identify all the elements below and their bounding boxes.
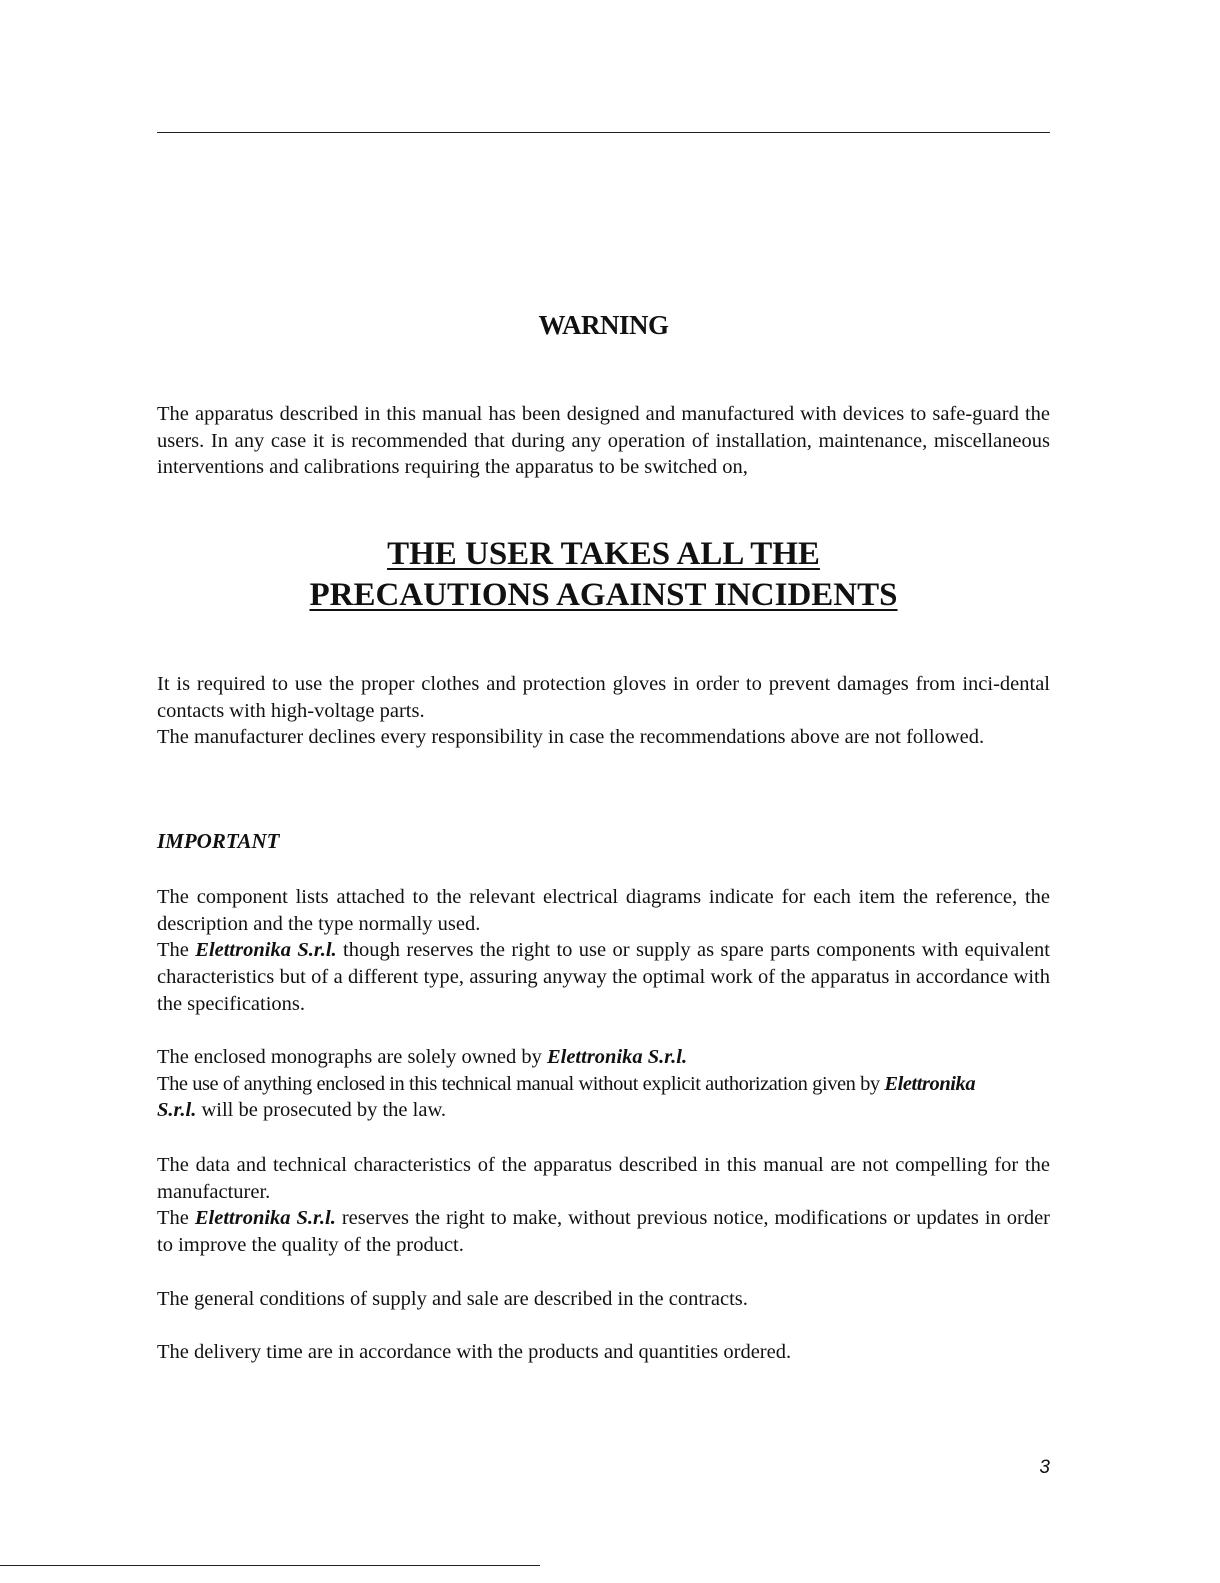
use-paragraph-continued bbox=[157, 1097, 1050, 1124]
use-paragraph bbox=[157, 1071, 1050, 1098]
updates-rest: reserves the right to make, without previous notice, modifications or updates in order to improve the quality of the product. bbox=[157, 1207, 1051, 1257]
components-rest: though reserves the right to use or supply as spare parts components with equivalent characteristics but of a different type, assuring anyway the optimal work of the apparatus in accordance with the specifications. bbox=[157, 939, 1050, 1015]
data-block bbox=[157, 1152, 1050, 1259]
components-intro-paragraph: The component lists attached to the relevant electrical diagrams indicate for each item the reference, the description and the type normally used. bbox=[157, 886, 1050, 935]
brand-name: Elettronika S.r.l. bbox=[195, 939, 337, 962]
bottom-rule bbox=[0, 1565, 540, 1566]
brand-name: Elettronika S.r.l. bbox=[546, 1046, 688, 1068]
brand-name-part-b: S.r.l. bbox=[157, 1099, 197, 1122]
safety-block bbox=[157, 671, 1050, 751]
page-number: 3 bbox=[1039, 1457, 1050, 1478]
updates-the: The bbox=[157, 1207, 189, 1230]
monographs-paragraph bbox=[157, 1044, 1050, 1071]
components-reserve-paragraph bbox=[157, 937, 1050, 1017]
updates-paragraph bbox=[157, 1205, 1050, 1258]
top-rule bbox=[157, 132, 1050, 133]
ownership-block bbox=[157, 1044, 1050, 1124]
warning-intro-paragraph: The apparatus described in this manual has been designed and manufactured with devices to safe-guard the users. In any case it is recommended that during any operation of installation, maintenance, miscellaneous interventions and calibrations requiring the apparatus to be switched on, bbox=[157, 403, 1050, 479]
gloves-paragraph: It is required to use the proper clothes and protection gloves in order to prevent damages from inci-dental contacts with high-voltage parts. bbox=[157, 673, 1050, 722]
important-heading: IMPORTANT bbox=[157, 829, 280, 853]
use-text-end: will be prosecuted by the law. bbox=[201, 1099, 447, 1122]
brand-name: Elettronika S.r.l. bbox=[194, 1207, 336, 1230]
components-block bbox=[157, 884, 1050, 1018]
warning-title: WARNING bbox=[538, 310, 669, 340]
conditions-paragraph: The general conditions of supply and sale are described in the contracts. bbox=[157, 1288, 748, 1310]
responsibility-paragraph: The manufacturer declines every responsibility in case the recommendations above are not followed. bbox=[157, 726, 985, 749]
precautions-heading bbox=[157, 534, 1050, 616]
use-text-start: The use of anything enclosed in this technical manual without explicit authorization given by bbox=[157, 1072, 880, 1095]
delivery-paragraph: The delivery time are in accordance with the products and quantities ordered. bbox=[157, 1341, 792, 1363]
components-the: The bbox=[157, 939, 189, 962]
data-characteristics-paragraph: The data and technical characteristics of the apparatus described in this manual are not compelling for the manufacturer. bbox=[157, 1154, 1050, 1203]
brand-name-part-a: Elettronika bbox=[884, 1072, 976, 1095]
monographs-text: The enclosed monographs are solely owned by bbox=[157, 1046, 542, 1068]
precautions-line-2: PRECAUTIONS AGAINST INCIDENTS bbox=[309, 577, 898, 613]
precautions-line-1: THE USER TAKES ALL THE bbox=[387, 536, 820, 572]
